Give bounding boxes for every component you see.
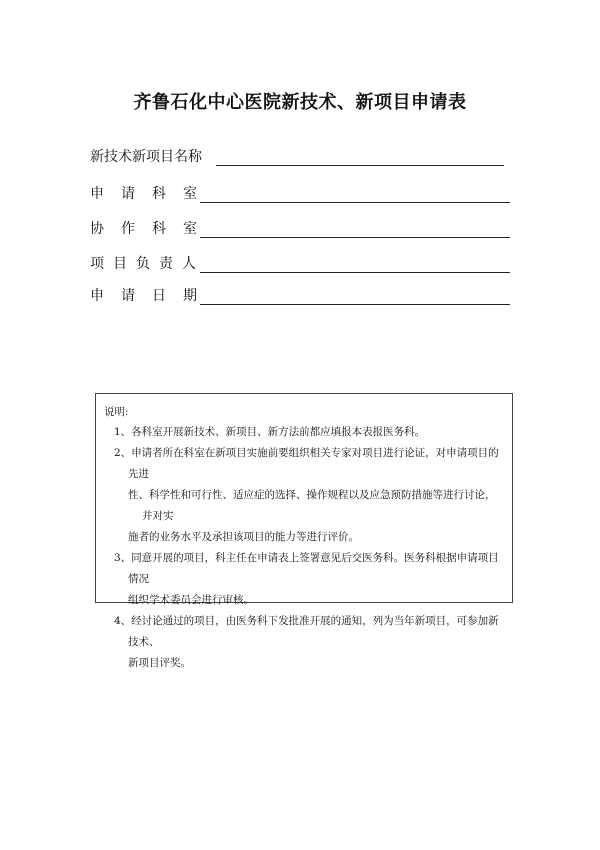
field-label-application-date [90, 287, 214, 305]
field-row-department [90, 181, 510, 203]
note-number: 3、 [114, 552, 132, 564]
field-label-cooperating-department [90, 220, 214, 238]
note-line: 申请者所在科室在新项目实施前要组织相关专家对项目进行论证，对申请项目的先进 [128, 447, 499, 480]
note-line: 各科室开展新技术、新项目、新方法前都应填报本表报医务科。 [131, 426, 426, 438]
field-label-project-name: 新技术新项目名称 [90, 149, 202, 165]
department-input-line[interactable] [200, 184, 510, 203]
field-label-project-leader [90, 255, 205, 273]
note-line: 组织学术委员会进行审核。 [128, 594, 254, 606]
note-line: 同意开展的项目，科主任在申请表上签署意见后交医务科。医务科根据申请项目情况 [128, 552, 499, 585]
project-name-input-line[interactable] [216, 147, 504, 166]
note-text [114, 548, 504, 611]
field-row-application-date [90, 283, 510, 305]
note-number: 1、 [114, 426, 132, 438]
cooperating-department-input-line[interactable] [200, 219, 510, 238]
notes-heading: 说明: [104, 406, 129, 418]
note-text [114, 443, 504, 548]
field-row-project-name [90, 144, 504, 166]
application-date-input-line[interactable] [200, 286, 510, 305]
note-number: 2、 [114, 447, 132, 459]
note-item [104, 548, 504, 611]
field-label-cooperating-department-text: 协作科室 [90, 221, 214, 237]
field-label-application-date-text: 申请日期 [90, 288, 214, 304]
note-line: 新项目评奖。 [128, 657, 191, 669]
note-line: 经讨论通过的项目，由医务科下发批准开展的通知，列为当年新项目，可参加新技术、 [128, 615, 499, 648]
field-label-department-text: 申请科室 [90, 186, 214, 202]
form-title: 齐鲁石化中心医院新技术、新项目申请表 [133, 92, 467, 113]
note-item [104, 611, 504, 674]
field-row-project-leader [90, 251, 510, 273]
note-line: 性、科学性和可行性、适应症的选择、操作规程以及应急预防措施等进行讨论，并对实 [128, 489, 496, 522]
note-number: 4、 [114, 615, 132, 627]
note-text [114, 611, 504, 674]
notes-box [95, 393, 513, 669]
note-item [104, 422, 504, 443]
note-line: 施者的业务水平及承担该项目的能力等进行评价。 [128, 531, 359, 543]
field-row-cooperating-department [90, 216, 510, 238]
field-label-project-leader-text: 项目负责人 [90, 256, 205, 272]
project-leader-input-line[interactable] [200, 254, 510, 273]
note-item [104, 443, 504, 548]
note-text [114, 422, 504, 443]
field-label-department [90, 185, 214, 203]
